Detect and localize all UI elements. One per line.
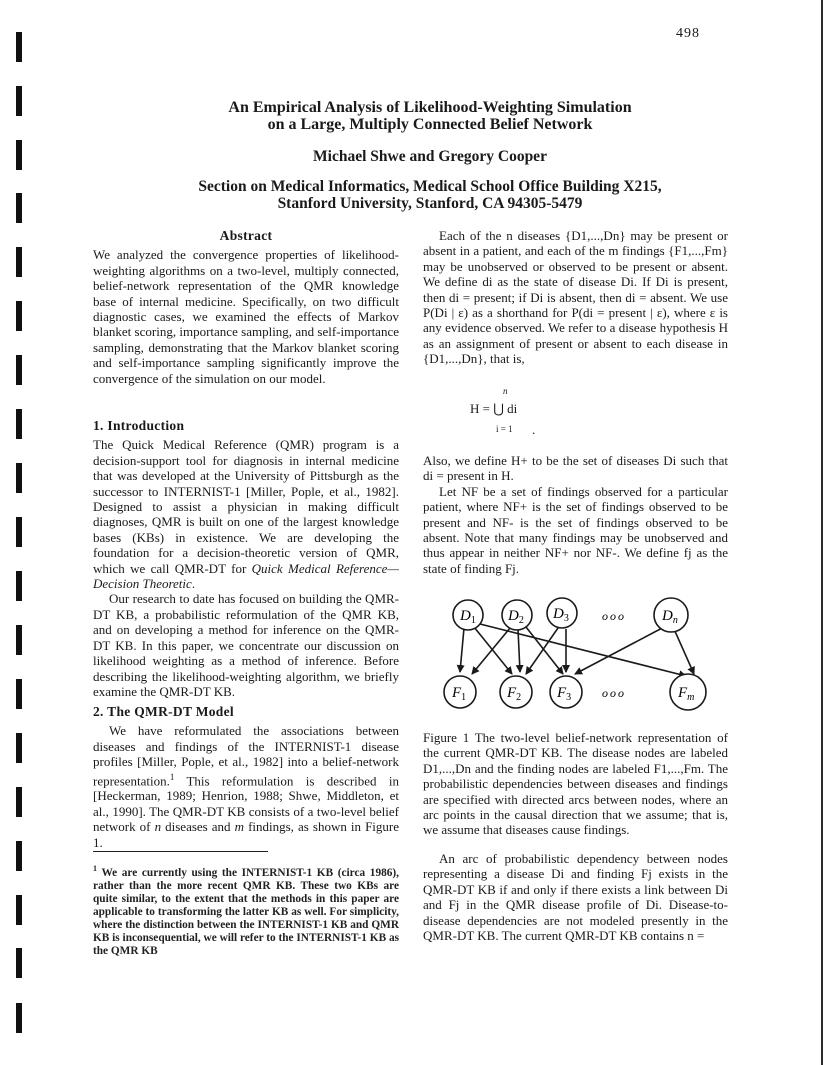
finding-label-1: $F_1$ [452,685,467,703]
binding-hole-mark [16,571,22,601]
affiliation-line-1: Section on Medical Informatics, Medical School Office Building X215, [198,178,662,195]
disease-label-n: $D_n$ [662,608,678,626]
affiliation [150,178,710,212]
footnote-rule [93,851,268,852]
binding-hole-mark [16,247,22,277]
disease-ellipsis: ooo [602,609,626,623]
paper-title [150,99,710,133]
model-heading: 2. The QMR-DT Model [93,704,234,719]
binding-hole-mark [16,355,22,385]
binding-hole-mark [16,625,22,655]
model-section [93,704,399,850]
page-edge-rule [821,0,823,1065]
introduction-heading: 1. Introduction [93,418,185,433]
formula-upper-limit: n [503,386,508,396]
binding-hole-mark [16,140,22,170]
hypothesis-formula [466,386,546,436]
binding-hole-mark [16,409,22,439]
finding-label-2: $F_2$ [507,685,522,703]
binding-hole-mark [16,301,22,331]
figure-1-belief-network [430,594,730,712]
binding-hole-mark [16,1003,22,1033]
formula-union: H = ⋃ di [470,401,518,416]
dependency-arcs [460,624,694,676]
binding-hole-mark [16,463,22,493]
binding-hole-mark [16,517,22,547]
binding-hole-mark [16,733,22,763]
affiliation-line-2: Stanford University, Stanford, CA 94305-5479 [277,195,583,212]
right-paragraph-4: An arc of probabilistic dependency between nodes representing a disease Di and finding Fj exists in the QMR-DT KB if and only if there exists a link between Di and Fj in the QMR disease profile of Di. Disease-to-disease dependencies are not modeled presently in the QMR-DT KB. The current QMR-DT KB contains n = [423,851,728,944]
binding-hole-mark [16,841,22,871]
disease-label-1: $D_1$ [460,608,476,626]
finding-nodes [444,674,706,710]
model-paragraph-1: We have reformulated the associations between diseases and findings of the INTERNIST-1 disease profiles [Miller, Pople, et al., 1982] into a belief-network representation.$^1$ This reformulation is described in [Heckerman, 1989; Henrion, 1988; Shwe, Middleton, et al., 1990]. The QMR-DT KB consists of a two-level belief network of n diseases and m findings, as shown in Figure 1. [93,723,400,850]
abstract-section [93,228,399,386]
authors: Michael Shwe and Gregory Cooper [313,148,547,165]
right-paragraph-1: Each of the n diseases {D1,...,Dn} may be present or absent in a patient, and each of the m findings {F1,...,Fm} may be unobserved or observed to be present or absent. We define di as the state of disease Di. If Di is present, then di = present; if Di is absent, then di = absent. We use P(Di | ε) as a shorthand for P(di = present | ε), where ε is any evidence observed. We refer to a disease hypothesis H as an assignment of present or absent to each disease in {D1,...,Dn}, that is, [423,228,728,367]
formula-period: . [532,422,536,437]
title-line-2: on a Large, Multiply Connected Belief Network [267,116,593,133]
right-paragraph-3: Let NF be a set of findings observed for a particular patient, where NF+ is the set of findings observed to be present and NF- is the set of findings observed to be absent. Note that many findings may be unobserved and thus appear in neither NF+ nor NF-. We define fj as the state of finding Fj. [423,483,728,576]
binding-hole-mark [16,948,22,978]
disease-label-2: $D_2$ [508,608,524,626]
introduction-section [93,418,399,699]
finding-label-3: $F_3$ [557,685,572,703]
abstract-heading: Abstract [219,228,273,243]
introduction-paragraph-2: Our research to date has focused on building the QMR-DT KB, a probabilistic reformulation of the QMR KB, and on developing a method for inference on the QMR-DT KB. In this paper, we concentrate our discussion on likelihood weighting as a method of inference. Before describing the likelihood-weighting algorithm, we briefly examine the QMR-DT KB. [93,591,399,699]
footnote: $^1$ We are currently using the INTERNIST-1 KB (circa 1986), rather than the more recent QMR KB. These two KBs are quite similar, to the extent that the methods in this paper are applicable to transforming the latter KB as well. For simplicity, where the distinction between the INTERNIST-1 KB and QMR KB is inconsequential, we will refer to the INTERNIST-1 KB as the QMR KB [93,864,399,958]
abstract-text: We analyzed the convergence properties of likelihood-weighting algorithms on a two-level, multiply connected, belief-network representation of the QMR knowledge base of internal medicine. Specifically, on two difficult diagnostic cases, we examined the effects of Markov blanket scoring, importance sampling, and self-importance sampling, demonstrating that the Markov blanket scoring and self-importance sampling significantly improve the convergence of the simulation on our model. [93,247,399,386]
binding-hole-mark [16,32,22,62]
disease-label-3: $D_3$ [553,606,569,624]
binding-hole-mark [16,86,22,116]
binding-hole-mark [16,895,22,925]
right-paragraph-2: Also, we define H+ to be the set of diseases Di such that di = present in H. Let NF be a set of findings observed for a particular patient, where NF+ is the set of findings observed to be present and NF- is the set of findings observed to be absent. Note that many findings may be unobserved and thus appear in neither NF+ nor NF-. We define fj as the state of finding Fj. [423,453,728,576]
formula-lower-limit: i = 1 [496,424,513,434]
finding-ellipsis: ooo [602,686,626,700]
binding-hole-mark [16,787,22,817]
introduction-paragraph-1: The Quick Medical Reference (QMR) program is a decision-support tool for diagnosis in internal medicine that was developed at the University of Pittsburgh as the successor to INTERNIST-1 [Miller, Pople, et al., 1982]. Designed to assist a physician in making difficult diagnoses, QMR is built on one of the largest knowledge bases (KBs) in existence. We are developing the foundation for a decision-theoretic version of QMR, which we call QMR-DT for Quick Medical Reference—Decision Theoretic. [93,437,399,592]
title-line-1: An Empirical Analysis of Likelihood-Weighting Simulation [228,99,632,116]
page-number: 498 [676,26,700,41]
binding-hole-mark [16,679,22,709]
binding-hole-mark [16,193,22,223]
finding-label-m: $F_m$ [678,685,695,703]
figure-1-caption: Figure 1 The two-level belief-network representation of the current QMR-DT KB. The disease nodes are labeled D1,...,Dn and the finding nodes are labeled F1,...,Fm. The probabilistic dependencies between diseases and findings are specified with directed arcs between nodes, where an arc points in the causal direction that we assume; that is, we assume that diseases cause findings. [423,730,728,838]
